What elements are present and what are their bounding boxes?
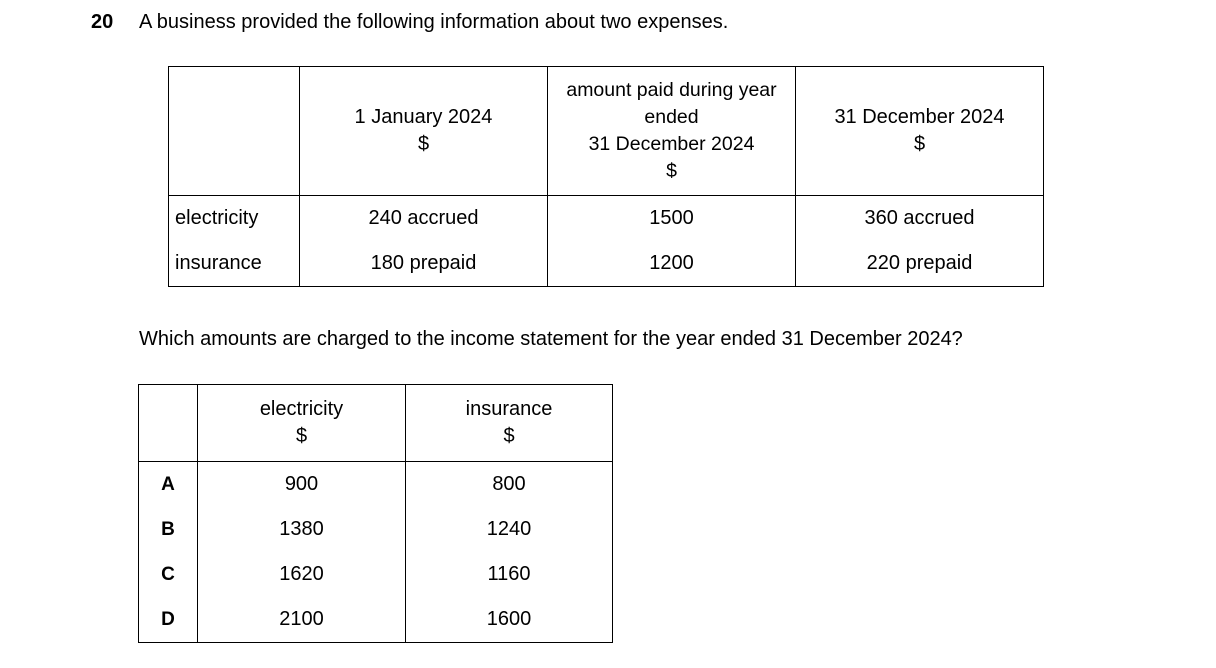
option-electricity: 1620 bbox=[198, 552, 406, 597]
option-insurance: 1160 bbox=[406, 552, 613, 597]
table-row bbox=[169, 241, 1044, 287]
expense-table-header-row bbox=[169, 67, 1044, 196]
expense-closing: 360 accrued bbox=[796, 196, 1044, 242]
header-line: amount paid during year bbox=[566, 79, 777, 101]
expense-header-opening bbox=[300, 67, 548, 196]
option-electricity: 2100 bbox=[198, 597, 406, 643]
sub-question-text: Which amounts are charged to the income statement for the year ended 31 December 2024? bbox=[139, 328, 963, 350]
expense-header-empty bbox=[169, 67, 300, 196]
option-electricity: 1380 bbox=[198, 507, 406, 552]
header-line: $ bbox=[503, 425, 515, 447]
header-line: electricity bbox=[259, 398, 344, 420]
expense-opening: 180 prepaid bbox=[300, 241, 548, 287]
option-insurance: 800 bbox=[406, 462, 613, 508]
expense-table bbox=[168, 66, 1044, 287]
option-insurance: 1240 bbox=[406, 507, 613, 552]
options-table bbox=[138, 384, 613, 643]
header-line: 31 December 2024 bbox=[588, 133, 755, 155]
option-letter[interactable]: C bbox=[139, 552, 198, 597]
option-row-b[interactable] bbox=[139, 507, 613, 552]
question-text: A business provided the following information about two expenses. bbox=[139, 11, 729, 33]
question-number: 20 bbox=[91, 11, 114, 33]
table-row bbox=[169, 196, 1044, 242]
option-insurance: 1600 bbox=[406, 597, 613, 643]
option-letter[interactable]: B bbox=[139, 507, 198, 552]
option-row-c[interactable] bbox=[139, 552, 613, 597]
header-line: $ bbox=[666, 160, 677, 182]
expense-header-closing bbox=[796, 67, 1044, 196]
options-header-insurance bbox=[406, 385, 613, 462]
options-header-empty bbox=[139, 385, 198, 462]
expense-closing: 220 prepaid bbox=[796, 241, 1044, 287]
header-line: ended bbox=[644, 106, 699, 128]
option-letter[interactable]: D bbox=[139, 597, 198, 643]
option-electricity: 900 bbox=[198, 462, 406, 508]
header-line: $ bbox=[295, 425, 308, 447]
header-line: $ bbox=[417, 133, 430, 155]
option-row-a[interactable] bbox=[139, 462, 613, 508]
option-row-d[interactable] bbox=[139, 597, 613, 643]
header-line: insurance bbox=[465, 398, 553, 420]
expense-label: electricity bbox=[169, 196, 300, 242]
header-line: 31 December 2024 bbox=[834, 106, 1005, 128]
expense-label: insurance bbox=[169, 241, 300, 287]
expense-header-paid bbox=[548, 67, 796, 196]
expense-paid: 1500 bbox=[548, 196, 796, 242]
options-header-electricity bbox=[198, 385, 406, 462]
expense-opening: 240 accrued bbox=[300, 196, 548, 242]
expense-paid: 1200 bbox=[548, 241, 796, 287]
options-table-header-row bbox=[139, 385, 613, 462]
header-line: 1 January 2024 bbox=[354, 106, 493, 128]
option-letter[interactable]: A bbox=[139, 462, 198, 508]
header-line: $ bbox=[913, 133, 926, 155]
